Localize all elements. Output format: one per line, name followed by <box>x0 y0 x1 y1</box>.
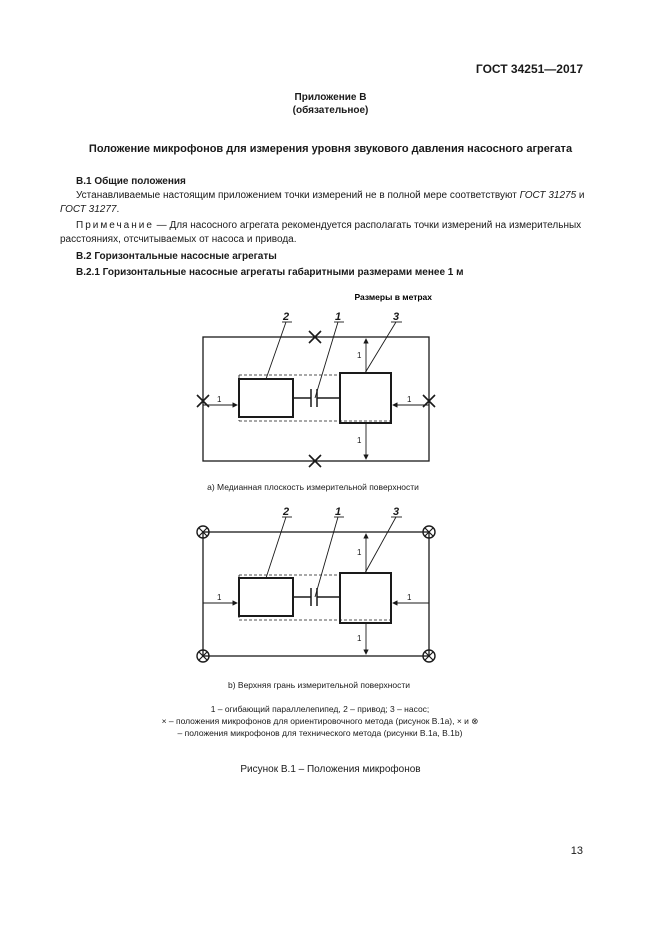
standard-number: ГОСТ 34251—2017 <box>475 62 583 76</box>
diagram-a <box>197 322 435 467</box>
diagram-b <box>197 517 435 662</box>
paragraph-text: и <box>576 190 585 201</box>
callout-1: 1 <box>335 506 342 518</box>
dimensions-note: Размеры в метрах <box>354 292 432 302</box>
callout-2: 2 <box>283 311 290 323</box>
page-number: 13 <box>570 845 583 857</box>
pump-box <box>340 373 391 423</box>
distance-label: 1 <box>357 436 362 445</box>
drive-box <box>239 578 293 616</box>
distance-label: 1 <box>357 351 362 360</box>
distance-label: 1 <box>217 593 222 602</box>
section-b21-heading: В.2.1 Горизонтальные насосные агрегаты габаритными размерами менее 1 м <box>76 267 464 278</box>
envelope-box <box>203 337 429 461</box>
callout-3: 3 <box>393 311 400 323</box>
paragraph-text: Устанавливаемые настоящим приложением точки измерений не в полной мере соответствуют <box>76 190 520 201</box>
reference-gost-31277: ГОСТ 31277 <box>60 204 117 215</box>
distance-label: 1 <box>357 548 362 557</box>
distance-label: 1 <box>357 634 362 643</box>
callout-1: 1 <box>335 311 342 323</box>
section-b2-heading: В.2 Горизонтальные насосные агрегаты <box>76 251 277 262</box>
reference-gost-31275: ГОСТ 31275 <box>519 190 577 201</box>
callout-3: 3 <box>393 506 400 518</box>
appendix-status: (обязательное) <box>292 105 369 116</box>
figure-legend <box>160 703 480 739</box>
figure-title: Рисунок В.1 – Положения микрофонов <box>240 764 421 775</box>
note-label: Примечание <box>76 220 154 231</box>
distance-label: 1 <box>407 593 412 602</box>
drive-box <box>239 379 293 417</box>
appendix-title: Приложение В <box>294 92 367 103</box>
legend-line: × – положения микрофонов для ориентировочного метода (рисунок В.1а), × и ⊗ – положения микрофонов для технического метода (рисунки В.1а, В.1b) <box>161 716 479 738</box>
caption-a: а) Медианная плоскость измерительной поверхности <box>207 482 419 492</box>
caption-b: b) Верхняя грань измерительной поверхности <box>227 680 411 690</box>
main-title: Положение микрофонов для измерения уровня звукового давления насосного агрегата <box>88 143 573 155</box>
paragraph-text: . <box>116 204 120 215</box>
distance-label: 1 <box>407 395 412 404</box>
legend-line: 1 – огибающий параллелепипед, 2 – привод; 3 – насос; <box>210 704 430 714</box>
callout-2: 2 <box>283 506 290 518</box>
note-text: — Для насосного агрегата рекомендуется располагать точки измерений на измерительных расстояниях, отсчитываемых от насоса и привода. <box>60 220 582 245</box>
pump-box <box>340 573 391 623</box>
section-b1-heading: В.1 Общие положения <box>76 176 186 187</box>
distance-label: 1 <box>217 395 222 404</box>
